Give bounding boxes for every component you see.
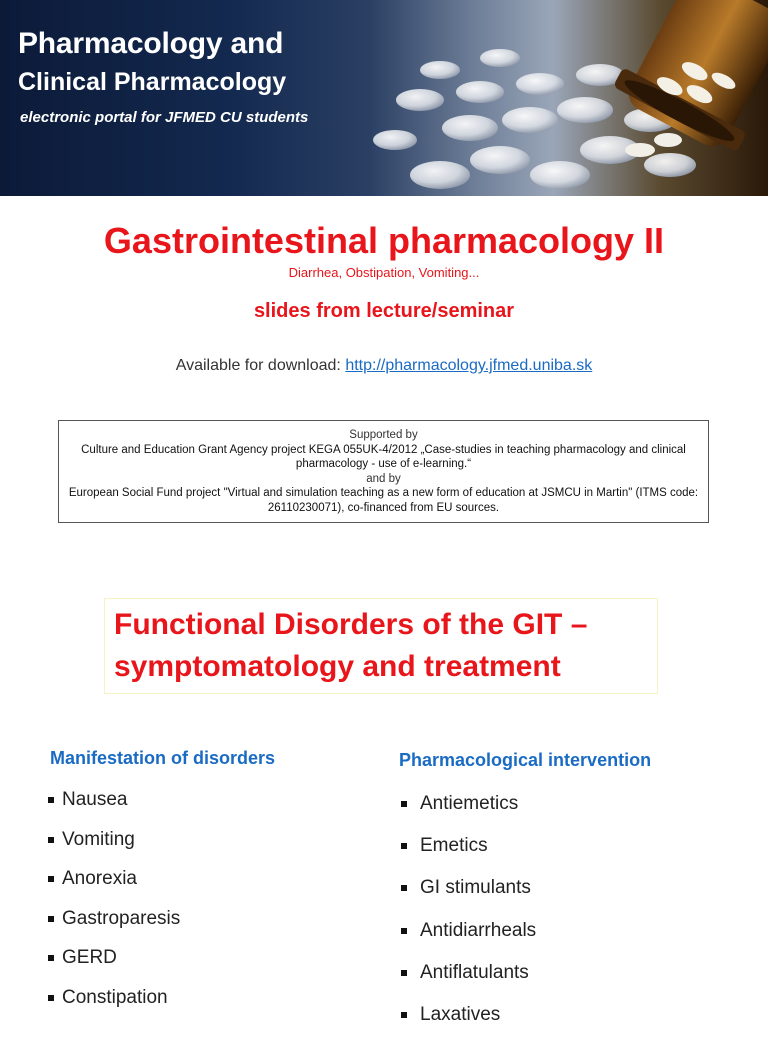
support-box	[58, 420, 709, 523]
bullet-icon	[48, 797, 54, 803]
disorders-list	[48, 789, 180, 1027]
list-item	[48, 789, 180, 829]
bullet-icon	[401, 801, 407, 807]
list-item	[48, 987, 180, 1027]
slides-label: slides from lecture/seminar	[253, 300, 515, 322]
list-item	[399, 877, 536, 919]
list-item	[399, 962, 536, 1004]
section-title: Functional Disorders of the GIT – symptomatology and treatment	[114, 608, 588, 683]
bullet-icon	[401, 970, 407, 976]
list-item-label: Antiemetics	[420, 793, 519, 814]
bullet-icon	[401, 885, 407, 891]
left-column-heading: Manifestation of disorders	[50, 748, 276, 768]
list-item	[48, 868, 180, 908]
lecture-subtitle: Diarrhea, Obstipation, Vomiting...	[288, 265, 480, 280]
bullet-icon	[48, 955, 54, 961]
banner-title-line2: Clinical Pharmacology	[18, 68, 287, 96]
list-item	[48, 947, 180, 987]
download-link[interactable]: http://pharmacology.jfmed.uniba.sk	[345, 357, 593, 374]
list-item	[48, 829, 180, 869]
bullet-icon	[48, 916, 54, 922]
list-item-label: Constipation	[62, 986, 168, 1008]
lecture-title: Gastrointestinal pharmacology II	[103, 220, 665, 261]
list-item-label: Emetics	[420, 835, 488, 857]
list-item-label: Nausea	[62, 789, 128, 810]
bullet-icon	[401, 1012, 407, 1018]
bullet-icon	[48, 995, 54, 1001]
list-item	[48, 908, 180, 948]
support-line-and-by: and by	[366, 472, 401, 485]
list-item-label: GI stimulants	[420, 877, 531, 899]
list-item-label: Gastroparesis	[62, 907, 181, 929]
support-line-supported-by: Supported by	[349, 429, 418, 441]
header-banner	[0, 0, 768, 196]
bullet-icon	[48, 876, 54, 882]
bullet-icon	[401, 928, 407, 934]
list-item	[399, 1004, 536, 1046]
list-item	[399, 920, 536, 962]
list-item-label: Laxatives	[420, 1003, 501, 1025]
interventions-list	[399, 793, 536, 1046]
banner-title: Pharmacology and	[18, 27, 284, 60]
download-label: Available for download:	[175, 357, 346, 374]
list-item-label: GERD	[62, 947, 117, 969]
bullet-icon	[401, 843, 407, 849]
download-line	[0, 357, 768, 375]
support-line-esf: European Social Fund project "Virtual and simulation teaching as a new form of education at JSMCU in Martin" (ITMS code: 26110230071), co-financed from EU sources.	[68, 487, 699, 514]
list-item-label: Anorexia	[62, 868, 137, 890]
list-item	[399, 793, 536, 835]
list-item-label: Antiflatulants	[420, 961, 529, 983]
support-line-kega: Culture and Education Grant Agency project KEGA 055UK-4/2012 „Case-studies in teaching pharmacology and clinical pharmacology - use of e-learning.“	[81, 443, 686, 470]
list-item-label: Antidiarrheals	[420, 919, 537, 941]
list-item-label: Vomiting	[62, 828, 135, 850]
right-column-heading: Pharmacological intervention	[399, 750, 652, 770]
banner-subtitle: electronic portal for JFMED CU students	[20, 109, 309, 126]
list-item	[399, 835, 536, 877]
bullet-icon	[48, 837, 54, 843]
